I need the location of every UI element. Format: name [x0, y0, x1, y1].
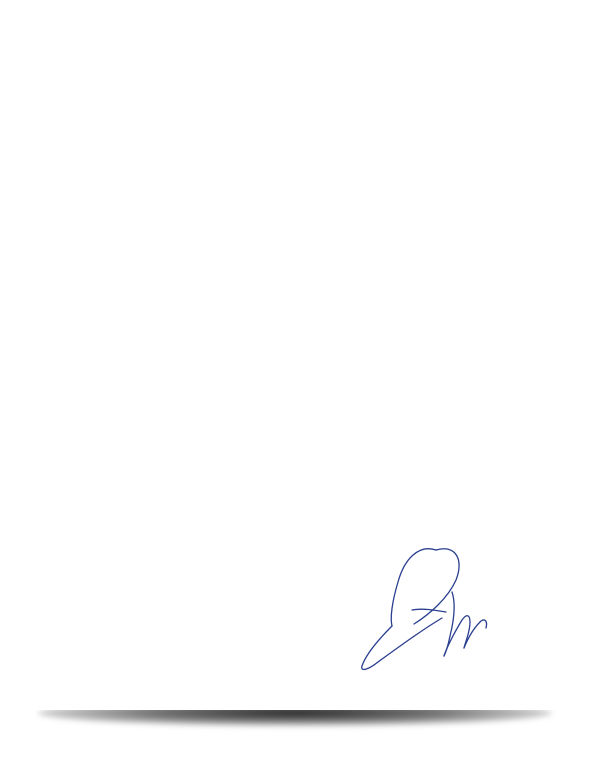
letter-page [14, 0, 574, 710]
